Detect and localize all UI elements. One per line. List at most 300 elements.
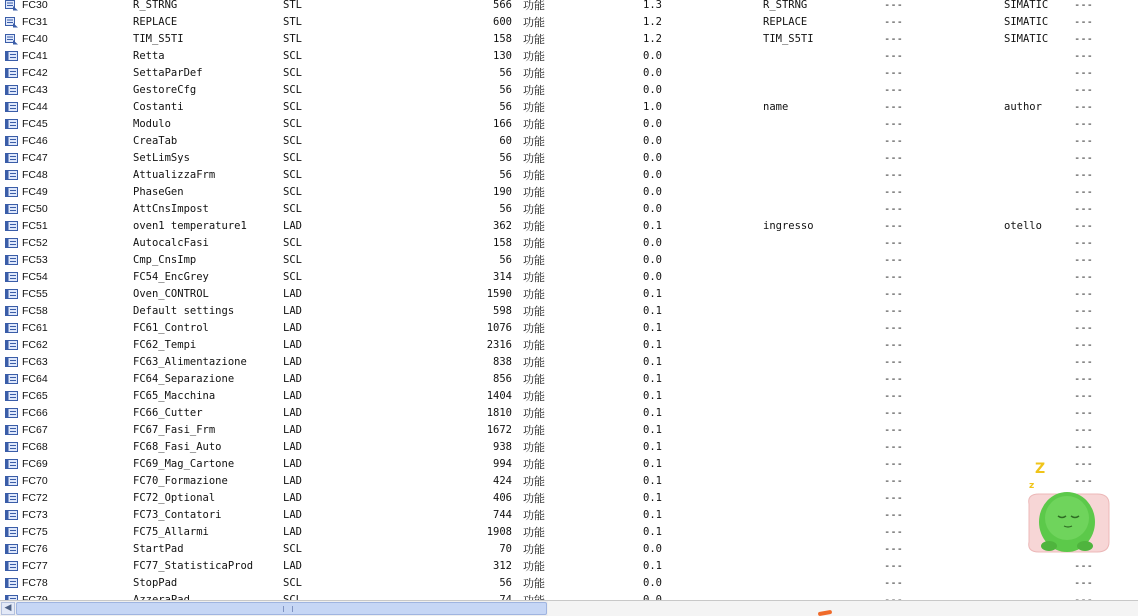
symbolic-name-cell: StartPad (133, 543, 184, 555)
symbolic-name-cell: FC75_Allarmi (133, 526, 209, 538)
version-cell: 0.0 (643, 50, 662, 62)
size-value-cell: 424 (493, 475, 512, 487)
family-cell: --- (884, 220, 903, 232)
size-value-cell: 1908 (486, 526, 512, 538)
extra-column-cell: --- (1074, 305, 1093, 317)
function-block-icon (5, 102, 19, 113)
language-cell: LAD (283, 356, 302, 368)
table-row[interactable] (0, 456, 1138, 473)
symbolic-name-cell: PhaseGen (133, 186, 184, 198)
block-name-cell: FC49 (22, 186, 48, 198)
language-cell: SCL (283, 118, 302, 130)
header-name-cell: TIM_S5TI (763, 33, 814, 45)
size-value-cell: 56 (499, 152, 512, 164)
version-cell: 0.0 (643, 271, 662, 283)
version-cell: 1.0 (643, 101, 662, 113)
object-type-cell: 功能 (523, 16, 545, 29)
size-value-cell: 1672 (486, 424, 512, 436)
header-name-cell: REPLACE (763, 16, 808, 28)
header-name-cell: R_STRNG (763, 0, 808, 11)
language-cell: SCL (283, 577, 302, 589)
object-type-cell: 功能 (523, 526, 545, 539)
object-type-cell: 功能 (523, 84, 545, 97)
extra-column-cell: --- (1074, 407, 1093, 419)
version-cell: 0.1 (643, 509, 662, 521)
language-cell: LAD (283, 339, 302, 351)
size-value-cell: 994 (493, 458, 512, 470)
version-cell: 0.1 (643, 492, 662, 504)
version-cell: 0.1 (643, 373, 662, 385)
family-cell: --- (884, 373, 903, 385)
symbolic-name-cell: Costanti (133, 101, 184, 113)
object-type-cell: 功能 (523, 50, 545, 63)
symbolic-name-cell: SettaParDef (133, 67, 203, 79)
language-cell: LAD (283, 322, 302, 334)
size-value-cell: 312 (493, 560, 512, 572)
table-row[interactable] (0, 218, 1138, 235)
version-cell: 0.1 (643, 288, 662, 300)
family-cell: --- (884, 101, 903, 113)
family-cell: --- (884, 237, 903, 249)
size-value-cell: 158 (493, 33, 512, 45)
extra-column-cell: --- (1074, 577, 1093, 589)
table-row[interactable] (0, 473, 1138, 490)
object-type-cell: 功能 (523, 203, 545, 216)
family-cell: --- (884, 254, 903, 266)
version-cell: 0.1 (643, 441, 662, 453)
function-block-icon (5, 272, 19, 283)
symbolic-name-cell: CreaTab (133, 135, 178, 147)
table-row[interactable] (0, 422, 1138, 439)
extra-column-cell: --- (1074, 101, 1093, 113)
table-row[interactable] (0, 269, 1138, 286)
extra-column-cell: --- (1074, 441, 1093, 453)
object-type-cell: 功能 (523, 237, 545, 250)
object-type-cell: 功能 (523, 543, 545, 556)
size-value-cell: 744 (493, 509, 512, 521)
object-type-cell: 功能 (523, 509, 545, 522)
extra-column-cell: --- (1074, 33, 1093, 45)
language-cell: SCL (283, 203, 302, 215)
table-row[interactable] (0, 201, 1138, 218)
scroll-grip-icon (283, 606, 293, 612)
object-type-cell: 功能 (523, 220, 545, 233)
table-row[interactable] (0, 388, 1138, 405)
version-cell: 0.1 (643, 322, 662, 334)
version-cell: 1.3 (643, 0, 662, 11)
scroll-thumb[interactable] (16, 602, 547, 615)
language-cell: SCL (283, 237, 302, 249)
family-cell: --- (884, 390, 903, 402)
family-cell: --- (884, 203, 903, 215)
object-type-cell: 功能 (523, 118, 545, 131)
family-cell: --- (884, 458, 903, 470)
language-cell: LAD (283, 424, 302, 436)
family-cell: --- (884, 67, 903, 79)
extra-column-cell: --- (1074, 271, 1093, 283)
symbolic-name-cell: AttCnsImpost (133, 203, 209, 215)
scroll-left-arrow-icon[interactable]: ◀ (1, 602, 15, 615)
language-cell: LAD (283, 305, 302, 317)
extra-column-cell: --- (1074, 475, 1093, 487)
extra-column-cell: --- (1074, 67, 1093, 79)
function-block-icon (5, 136, 19, 147)
size-value-cell: 566 (493, 0, 512, 11)
size-value-cell: 190 (493, 186, 512, 198)
function-block-icon (5, 561, 19, 572)
size-value-cell: 838 (493, 356, 512, 368)
table-row[interactable] (0, 320, 1138, 337)
extra-column-cell: --- (1074, 373, 1093, 385)
extra-column-cell: --- (1074, 237, 1093, 249)
language-cell: LAD (283, 288, 302, 300)
library-block-icon (5, 34, 19, 45)
block-name-cell: FC41 (22, 50, 48, 62)
function-block-icon (5, 221, 19, 232)
version-cell: 0.0 (643, 169, 662, 181)
function-block-icon (5, 204, 19, 215)
block-name-cell: FC40 (22, 33, 48, 45)
object-type-cell: 功能 (523, 305, 545, 318)
function-block-icon (5, 68, 19, 79)
size-value-cell: 1076 (486, 322, 512, 334)
block-name-cell: FC50 (22, 203, 48, 215)
version-cell: 0.1 (643, 390, 662, 402)
extra-column-cell: --- (1074, 84, 1093, 96)
symbolic-name-cell: FC77_StatisticaProd (133, 560, 254, 572)
extra-column-cell: --- (1074, 50, 1093, 62)
symbolic-name-cell: REPLACE (133, 16, 178, 28)
size-value-cell: 56 (499, 84, 512, 96)
function-block-icon (5, 255, 19, 266)
block-name-cell: FC43 (22, 84, 48, 96)
version-cell: 0.0 (643, 203, 662, 215)
table-row[interactable] (0, 490, 1138, 507)
language-cell: SCL (283, 84, 302, 96)
object-type-cell: 功能 (523, 169, 545, 182)
language-cell: STL (283, 33, 302, 45)
language-cell: LAD (283, 441, 302, 453)
object-type-cell: 功能 (523, 288, 545, 301)
horizontal-scrollbar[interactable] (0, 600, 1138, 616)
family-cell: --- (884, 169, 903, 181)
language-cell: LAD (283, 509, 302, 521)
object-type-cell: 功能 (523, 407, 545, 420)
family-cell: --- (884, 441, 903, 453)
block-name-cell: FC44 (22, 101, 48, 113)
function-block-icon (5, 476, 19, 487)
function-block-icon (5, 493, 19, 504)
version-cell: 0.0 (643, 152, 662, 164)
table-row[interactable] (0, 116, 1138, 133)
object-type-cell: 功能 (523, 67, 545, 80)
language-cell: LAD (283, 220, 302, 232)
block-name-cell: FC69 (22, 458, 48, 470)
symbolic-name-cell: AttualizzaFrm (133, 169, 216, 181)
family-cell: --- (884, 33, 903, 45)
function-block-icon (5, 408, 19, 419)
version-cell: 0.0 (643, 577, 662, 589)
language-cell: LAD (283, 373, 302, 385)
block-name-cell: FC63 (22, 356, 48, 368)
object-type-cell: 功能 (523, 577, 545, 590)
language-cell: SCL (283, 254, 302, 266)
family-cell: --- (884, 305, 903, 317)
function-block-icon (5, 442, 19, 453)
object-type-cell: 功能 (523, 322, 545, 335)
function-block-icon (5, 119, 19, 130)
block-name-cell: FC77 (22, 560, 48, 572)
object-type-cell: 功能 (523, 356, 545, 369)
sleeping-green-mascot-icon[interactable] (1025, 458, 1111, 558)
table-row[interactable] (0, 507, 1138, 524)
table-row[interactable] (0, 31, 1138, 48)
symbolic-name-cell: Retta (133, 50, 165, 62)
symbolic-name-cell: SetLimSys (133, 152, 190, 164)
symbolic-name-cell: StopPad (133, 577, 178, 589)
family-cell: --- (884, 50, 903, 62)
version-cell: 0.1 (643, 424, 662, 436)
object-type-cell: 功能 (523, 560, 545, 573)
table-row[interactable] (0, 558, 1138, 575)
function-block-icon (5, 527, 19, 538)
table-row[interactable] (0, 167, 1138, 184)
size-value-cell: 56 (499, 203, 512, 215)
extra-column-cell: --- (1074, 16, 1093, 28)
symbolic-name-cell: FC62_Tempi (133, 339, 197, 351)
table-row[interactable] (0, 252, 1138, 269)
version-cell: 0.0 (643, 84, 662, 96)
symbolic-name-cell: TIM_S5TI (133, 33, 184, 45)
size-value-cell: 2316 (486, 339, 512, 351)
extra-column-cell: --- (1074, 424, 1093, 436)
size-value-cell: 56 (499, 169, 512, 181)
block-name-cell: FC58 (22, 305, 48, 317)
block-name-cell: FC31 (22, 16, 48, 28)
function-block-icon (5, 544, 19, 555)
function-block-icon (5, 170, 19, 181)
family-cell: --- (884, 424, 903, 436)
symbolic-name-cell: FC64_Separazione (133, 373, 235, 385)
block-name-cell: FC47 (22, 152, 48, 164)
block-name-cell: FC42 (22, 67, 48, 79)
function-block-icon (5, 289, 19, 300)
extra-column-cell: --- (1074, 0, 1093, 11)
function-block-icon (5, 323, 19, 334)
block-name-cell: FC68 (22, 441, 48, 453)
table-row[interactable] (0, 371, 1138, 388)
object-type-cell: 功能 (523, 271, 545, 284)
library-block-icon (5, 0, 19, 11)
object-type-cell: 功能 (523, 441, 545, 454)
function-block-icon (5, 425, 19, 436)
size-value-cell: 56 (499, 577, 512, 589)
object-type-cell: 功能 (523, 458, 545, 471)
object-type-cell: 功能 (523, 390, 545, 403)
language-cell: SCL (283, 50, 302, 62)
version-cell: 0.0 (643, 237, 662, 249)
function-block-icon (5, 578, 19, 589)
table-row[interactable] (0, 184, 1138, 201)
extra-column-cell: --- (1074, 288, 1093, 300)
symbolic-name-cell: FC65_Macchina (133, 390, 216, 402)
extra-column-cell: --- (1074, 458, 1093, 470)
language-cell: LAD (283, 526, 302, 538)
table-row[interactable] (0, 48, 1138, 65)
block-name-cell: FC78 (22, 577, 48, 589)
block-name-cell: FC62 (22, 339, 48, 351)
block-name-cell: FC73 (22, 509, 48, 521)
table-row[interactable] (0, 354, 1138, 371)
family-cell: --- (884, 0, 903, 11)
family-cell: --- (884, 186, 903, 198)
family-cell: --- (884, 84, 903, 96)
table-row[interactable] (0, 150, 1138, 167)
language-cell: LAD (283, 407, 302, 419)
language-cell: LAD (283, 475, 302, 487)
block-name-cell: FC70 (22, 475, 48, 487)
family-cell: --- (884, 526, 903, 538)
object-type-cell: 功能 (523, 33, 545, 46)
table-row[interactable] (0, 303, 1138, 320)
version-cell: 0.1 (643, 305, 662, 317)
block-name-cell: FC54 (22, 271, 48, 283)
symbolic-name-cell: GestoreCfg (133, 84, 197, 96)
language-cell: SCL (283, 101, 302, 113)
block-name-cell: FC67 (22, 424, 48, 436)
table-row[interactable] (0, 0, 1138, 14)
family-cell: --- (884, 339, 903, 351)
version-cell: 0.1 (643, 458, 662, 470)
language-cell: SCL (283, 543, 302, 555)
version-cell: 0.1 (643, 356, 662, 368)
block-name-cell: FC55 (22, 288, 48, 300)
size-value-cell: 1404 (486, 390, 512, 402)
version-cell: 0.1 (643, 560, 662, 572)
block-name-cell: FC52 (22, 237, 48, 249)
language-cell: SCL (283, 135, 302, 147)
table-row[interactable] (0, 439, 1138, 456)
table-row[interactable] (0, 235, 1138, 252)
size-value-cell: 362 (493, 220, 512, 232)
table-row[interactable] (0, 14, 1138, 31)
symbolic-name-cell: R_STRNG (133, 0, 178, 11)
table-row[interactable] (0, 541, 1138, 558)
block-name-cell: FC51 (22, 220, 48, 232)
version-cell: 0.0 (643, 254, 662, 266)
author-cell: SIMATIC (1004, 16, 1049, 28)
extra-column-cell: --- (1074, 152, 1093, 164)
size-value-cell: 856 (493, 373, 512, 385)
size-value-cell: 56 (499, 67, 512, 79)
size-value-cell: 1810 (486, 407, 512, 419)
family-cell: --- (884, 560, 903, 572)
table-row[interactable] (0, 405, 1138, 422)
family-cell: --- (884, 509, 903, 521)
block-name-cell: FC53 (22, 254, 48, 266)
family-cell: --- (884, 322, 903, 334)
version-cell: 0.1 (643, 220, 662, 232)
function-block-icon (5, 238, 19, 249)
block-name-cell: FC48 (22, 169, 48, 181)
function-block-icon (5, 153, 19, 164)
symbolic-name-cell: FC69_Mag_Cartone (133, 458, 235, 470)
header-name-cell: ingresso (763, 220, 814, 232)
version-cell: 0.0 (643, 135, 662, 147)
table-row[interactable] (0, 524, 1138, 541)
table-row[interactable] (0, 133, 1138, 150)
language-cell: LAD (283, 492, 302, 504)
language-cell: LAD (283, 458, 302, 470)
language-cell: STL (283, 16, 302, 28)
family-cell: --- (884, 288, 903, 300)
version-cell: 0.1 (643, 526, 662, 538)
table-row[interactable] (0, 99, 1138, 116)
svg-text:Z: Z (1035, 461, 1046, 477)
family-cell: --- (884, 407, 903, 419)
object-type-cell: 功能 (523, 135, 545, 148)
object-type-cell: 功能 (523, 492, 545, 505)
header-name-cell: name (763, 101, 789, 113)
library-block-icon (5, 17, 19, 28)
symbolic-name-cell: FC66_Cutter (133, 407, 203, 419)
table-row[interactable] (0, 82, 1138, 99)
block-name-cell: FC65 (22, 390, 48, 402)
language-cell: SCL (283, 67, 302, 79)
family-cell: --- (884, 492, 903, 504)
version-cell: 0.0 (643, 543, 662, 555)
symbolic-name-cell: FC70_Formazione (133, 475, 228, 487)
object-type-cell: 功能 (523, 475, 545, 488)
size-value-cell: 60 (499, 135, 512, 147)
block-name-cell: FC46 (22, 135, 48, 147)
object-type-cell: 功能 (523, 152, 545, 165)
object-type-cell: 功能 (523, 186, 545, 199)
version-cell: 1.2 (643, 33, 662, 45)
extra-column-cell: --- (1074, 186, 1093, 198)
size-value-cell: 406 (493, 492, 512, 504)
symbolic-name-cell: FC72_Optional (133, 492, 216, 504)
size-value-cell: 70 (499, 543, 512, 555)
symbolic-name-cell: Cmp_CnsImp (133, 254, 197, 266)
extra-column-cell: --- (1074, 118, 1093, 130)
scroll-track[interactable] (548, 601, 1138, 616)
language-cell: SCL (283, 271, 302, 283)
extra-column-cell: --- (1074, 390, 1093, 402)
block-name-cell: FC30 (22, 0, 48, 11)
size-value-cell: 56 (499, 254, 512, 266)
extra-column-cell: --- (1074, 254, 1093, 266)
extra-column-cell: --- (1074, 322, 1093, 334)
extra-column-cell: --- (1074, 135, 1093, 147)
table-row[interactable] (0, 337, 1138, 354)
author-cell: otello (1004, 220, 1042, 232)
function-block-icon (5, 374, 19, 385)
version-cell: 1.2 (643, 16, 662, 28)
author-cell: author (1004, 101, 1042, 113)
size-value-cell: 600 (493, 16, 512, 28)
family-cell: --- (884, 475, 903, 487)
table-row[interactable] (0, 286, 1138, 303)
function-block-icon (5, 391, 19, 402)
table-row[interactable] (0, 575, 1138, 592)
block-name-cell: FC45 (22, 118, 48, 130)
family-cell: --- (884, 577, 903, 589)
function-block-icon (5, 510, 19, 521)
size-value-cell: 56 (499, 101, 512, 113)
table-row[interactable] (0, 65, 1138, 82)
extra-column-cell: --- (1074, 220, 1093, 232)
